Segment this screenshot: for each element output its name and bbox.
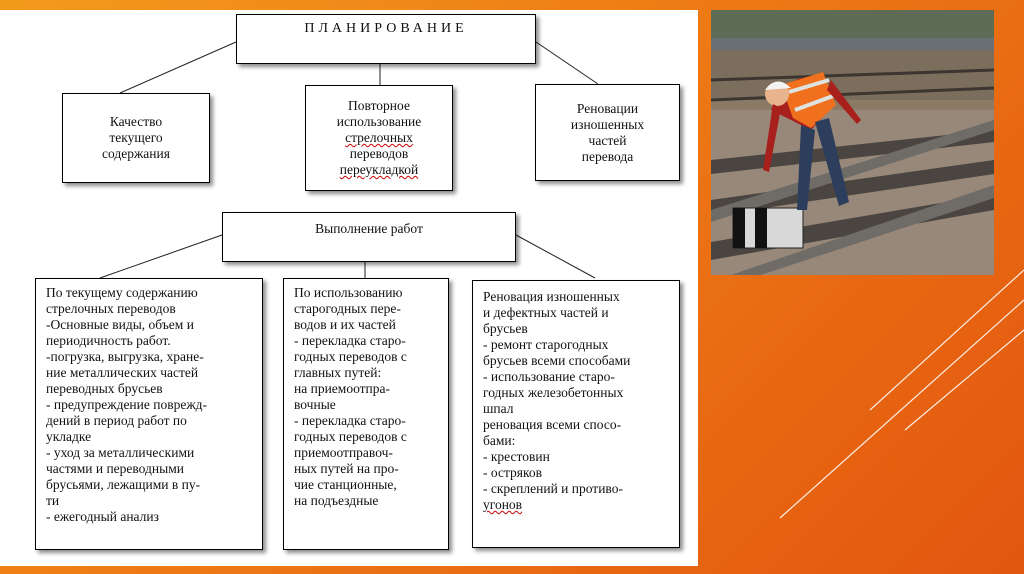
col3-line: брусьев <box>483 321 528 336</box>
col3-line: - остряков <box>483 465 542 480</box>
reuse-line: стрелочных <box>345 130 413 145</box>
col2-line: на приемоотпра- <box>294 381 391 396</box>
col1-line: переводных брусьев <box>46 381 163 396</box>
work-title: Выполнение работ <box>315 221 423 236</box>
quality-line: содержания <box>102 146 170 161</box>
renovation-line: изношенных <box>570 116 645 132</box>
col2-line: приемоотправоч- <box>294 445 393 460</box>
col3-line: бами: <box>483 433 516 448</box>
col1-line: По текущему содержанию <box>46 285 198 300</box>
col2-line: годных переводов с <box>294 349 407 364</box>
col2-line: - перекладка старо- <box>294 333 406 348</box>
col2-line: ных путей на про- <box>294 461 399 476</box>
col3-line: - крестовин <box>483 449 550 464</box>
col1-line: периодичность работ. <box>46 333 171 348</box>
col1-line: ние металлических частей <box>46 365 199 380</box>
col3-line: шпал <box>483 401 514 416</box>
col3-line: и дефектных частей и <box>483 305 609 320</box>
reuse-line: переукладкой <box>339 162 419 177</box>
planning-title: ПЛАНИРОВАНИЕ <box>304 21 468 36</box>
reuse-line: переводов <box>349 146 409 161</box>
renovation-line: частей <box>588 132 627 148</box>
quality-line: Качество <box>109 114 163 129</box>
col3-line: - ремонт старогодных <box>483 337 609 352</box>
col1-line: стрелочных переводов <box>46 301 176 316</box>
col1-line: частями и переводными <box>46 461 184 476</box>
col2-line: вочные <box>294 397 336 412</box>
renovation-line: перевода <box>581 148 634 164</box>
col3-line: реновация всеми спосо- <box>483 417 622 432</box>
col1-line: укладке <box>46 429 92 444</box>
col3-line: годных железобетонных <box>483 385 624 400</box>
col3-line: - использование старо- <box>483 369 615 384</box>
col2-line: старогодных пере- <box>294 301 401 316</box>
col1-line: - предупреждение поврежд- <box>46 397 208 412</box>
col1-line: -погрузка, выгрузка, хране- <box>46 349 204 364</box>
col1-line: - ежегодный анализ <box>46 509 159 524</box>
col3-line: брусьев всеми способами <box>483 353 631 368</box>
col3-line: Реновация изношенных <box>483 289 620 304</box>
col2-line: главных путей: <box>294 365 382 380</box>
col2-line: По использованию <box>294 285 403 300</box>
col2-line: чие станционные, <box>294 477 397 492</box>
col2-line: водов и их частей <box>294 317 396 332</box>
col1-line: ти <box>46 493 60 508</box>
col2-line: - перекладка старо- <box>294 413 406 428</box>
col3-line: угонов <box>483 497 523 512</box>
renovation-line: Реновации <box>576 100 639 116</box>
reuse-line: Повторное <box>348 98 410 113</box>
reuse-line: использование <box>336 114 422 129</box>
col2-line: годных переводов с <box>294 429 407 444</box>
col1-line: - уход за металлическими <box>46 445 195 460</box>
col2-line: на подъездные <box>294 493 379 508</box>
col1-line: дений в период работ по <box>46 413 187 428</box>
col1-line: брусьями, лежащими в пу- <box>46 477 201 492</box>
quality-line: текущего <box>109 130 163 145</box>
col3-line: - скреплений и противо- <box>483 481 623 496</box>
col1-line: -Основные виды, объем и <box>46 317 194 332</box>
